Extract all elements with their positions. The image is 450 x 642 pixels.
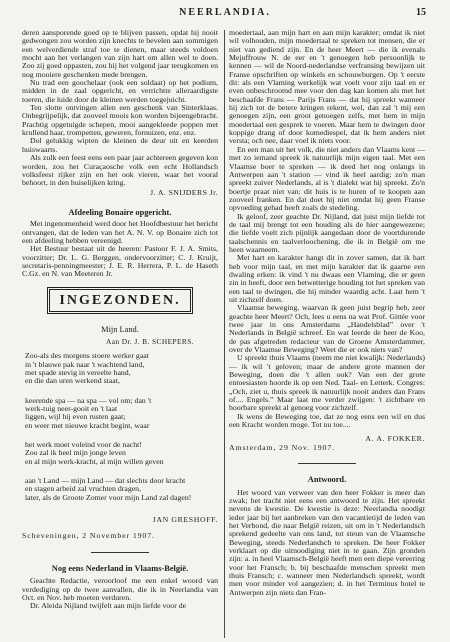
running-head: NEERLANDIA.	[179, 7, 271, 18]
poem-line: keerende spa — na spa — vol om; dan 't	[25, 395, 152, 405]
paragraph: Het Bestuur bestaat uit de heeren: Pastoor F. J. A. Smits, voorzitter; Dr. L. G. Berggen, ondervoorzitter; C. J. Kruijt, secretaris-penningmeester; J. E. R. Herrera, P. L. de Haseth C.Gz. en N. van Meeteren Jr.	[22, 244, 218, 279]
letter-heading: Nog eens Nederland in Vlaams-België.	[51, 563, 189, 573]
poem-line: Zoo-als des morgens stoere werker gaat	[25, 351, 149, 361]
paragraph: moedertaal, aan mijn hart en aan mijn karakter; omdat ik niet wil volhouden, mijn moedertaal te spreken tot mensen, die er niet van gediend zijn. En de heer Meert — die ik evenals Mejuffrouw N. de eer en 't genoegen heb persoonlijk te kennen — wil de Noord-nederlandse verfransing bewijzen uit Franse opschriften op winkels en schouwburgen. Op 't eerste dit: als een Vlaming werkelijk wat voelt voor zijn taal en er even onbeschroomd mee voor den dag kan komen als met het beschaafde Frans — Parijs Frans — dat hij spreekt wanneer hij zich tot de betere kringen rekent, wel, dan zal 't mij een genoegen zijn, een groot genoegen zelfs, met hem in mijn moedertaal een gesprek te voeren. Maar hem te dwingen door koppige drang of door komediespel, dat ik hem anders niet versta; och nee, daar voel ik niets voor.	[229, 29, 425, 146]
reply-heading: Antwoord.	[307, 475, 347, 485]
bonaire-notice	[22, 209, 218, 279]
poem-dedication: Aan Dr. J. B. SCHEPERS.	[105, 336, 194, 346]
poem-line: het werk moet voleind voor de nacht!	[25, 440, 142, 450]
poem-line: en stagen arbeid zal vruchten dragen,	[25, 484, 142, 494]
page-number: 15	[416, 7, 426, 18]
paragraph: Met ingenomenheid werd door het Hoofdbestuur het bericht ontvangen, dat de leden van het A. N. V. op Bonaire zich tot een afdeeling hebben vereenigd.	[22, 219, 218, 245]
paragraph: Dol gelukkig wipten de kleinen de deur uit en keerden huiswaarts.	[22, 136, 218, 154]
poem-line: liggen, wijl hij even rusten gaat;	[25, 412, 126, 422]
poem-author: JAN GRESHOFF.	[152, 515, 218, 525]
letter-continuation	[229, 29, 425, 452]
poem-place-date: Scheveningen, 2 November 1907.	[22, 531, 155, 541]
paragraph: U spreekt thuis Vlaams (neem me niet kwalijk: Nederlands) — ik wil 't geloven; maar de andere grote mannen der Beweging, doen die 't allen ook? Van een der grote entoesiasten hoorde ik op een Ned. Taal- en Letterk. Congres: „Och, ziet u, thuis spreek ik natuurlijk nooit anders dan Frans of.... Engels.” Maar laat me verder zwijgen: 't zichtbare en hoorbare spreekt al genoeg voor zichzelf.	[229, 353, 425, 413]
paragraph: Ik wens de Beweging toe, dat ze nog eens een wil en dus een Kracht worden moge. Tot nu toe....	[229, 411, 425, 430]
poem-line: in 't blauwe pak naar 't wachtend land,	[25, 359, 145, 369]
divider-rule	[298, 463, 356, 464]
feast-report-continuation	[22, 29, 218, 197]
author-signature: J. A. SNIJDERS Jr.	[150, 187, 218, 197]
paragraph: En een man uit het volk, die niet anders dan Vlaams kent — met zo iemand spreek ik natuurlijk mijn eigen taal. Met een Vlaamse boer te spreken — ik deed het nog onlangs in Antwerpen aan 't station — vind ik heel aardig; zo'n man spreekt zuiver Nederlands, al is 't dialekt wat hij spreekt. Zo'n boertje praat niet van: dit huis is te huren of te koopen aan zooveel franken. En dat doet hij niet omdat hij geen Franse opvoeding gehad heeft zoals de stedeling.	[229, 144, 425, 213]
editorial-reply	[229, 476, 425, 597]
divider-rule	[91, 552, 149, 553]
paragraph: deren aansporende goed op te blijven passen, opdat hij nooit gedwongen zou worden zijn knechts te bevelen aan sommigen een welverdiende straf toe te dienen, maar steeds voldoen mocht aan het verlangen van zijn hart om allen wel te doen. Zoo zij goed oppasten, zou hij het volgend jaar terugkomen en nog mooiere geschenken mede brengen.	[22, 29, 218, 79]
poem-line: werk-tuig neer-gooit en 't laat	[25, 404, 118, 414]
section-heading: Afdeeling Bonaire opgericht.	[68, 207, 172, 217]
right-column	[229, 29, 425, 639]
ingezonden-section-label: INGEZONDEN.	[47, 287, 193, 314]
paragraph: Met hart en karakter hangt dit in zover samen, dat ik hart heb voor mijn taal, en met mijn karakter dat ik gaarne een dwaling erken: ik vind 't nu dwaas een Vlaming, die er geen zin in heeft, door een betwetterige houding tot het spreken van een taal te dwingen, die hij minder waardig acht. Laat hem 't uit zichzelf doen.	[229, 253, 425, 304]
poem-stanza	[22, 477, 218, 502]
poem-line: en weer met nieuwe kracht begint, waar	[25, 420, 150, 430]
paragraph: Ten slotte ontvingen allen een geschenk van Sinterklaas. Onbegrijpelijk, dat zooveel moois kon worden bijeengebracht. Prachtig opgetuigde schepen, mooi aangekleede poppen met krullend haar, trompetten, geweren, fornuizen, enz. enz.	[22, 103, 218, 138]
poem-line: en die dan uren werkend staat,	[25, 376, 120, 386]
paragraph: Het woord van verweer van den heer Fokker is meer dan zwak; het tracht niet eens een antwoord te zijn. Het spreekt nevens de kwestie. De kwestie is deze: Neerlandia noodigt ieder jaar bij het aanbreken van den vacantietijd de leden van het Verbond, die naar België reizen, uit om in 't Nederlandsch sprekend gedeelte van ons land, tot steun van de Vlaamsche Beweging, steeds Nederlandsch te spreken. De heer Fokker verklaart op die uitnoodiging niet in te gaan. Zijn gronden zijn: a. in heel Vlaamsch-België heeft men een diepe vereering voor het Fransch; b. bij beschaafde menschen spreekt men thuis Fransch; c. wanneer men Nederlandsch spreekt, wordt men voor minder vol aangezien; d. in het Terminus hotel te Antwerpen zijn niets dan Fran-	[229, 487, 425, 597]
poem-title: Mijn Land.	[101, 324, 139, 334]
poem-stanza	[22, 352, 218, 385]
poem-line: en al mijn werk-kracht, al mijn willen geven	[25, 456, 164, 466]
poem-line: later, als de Groote Zomer voor mijn Land zal dagen!	[25, 492, 192, 502]
poem-line: met spade stevig in vereelte hand,	[25, 368, 131, 377]
letter-signature: A. A. FOKKER.	[365, 433, 425, 443]
paragraph: Als zulk een feest eens een paar jaar achtereen gegeven kon worden, zou het Curaçaosche volk een echt Hollandsch volksfeest rijker zijn en het ook vieren, waar het vooral behoort, in den huiselijken kring.	[22, 153, 218, 188]
poem	[22, 326, 218, 541]
letter-place-date: Amsterdam, 29 Nov. 1907.	[229, 442, 335, 452]
poem-line: Zoo zal ik heel mijn jonge leven	[25, 448, 126, 458]
column-divider	[224, 30, 225, 638]
letter-start	[22, 565, 218, 611]
poem-line: aan 't Land — mijn Land — dat slechts door kracht	[25, 476, 186, 486]
paragraph: Dr. Aleida Nijland twijfelt aan mijn liefde voor de	[30, 601, 187, 611]
paragraph: Nu trad een goochelaar (ook een soldaat) op het podium, midden in de zaal opgericht, en verrichtte alleraardigste toeren, die luide door de kleinen werden toegejuicht.	[22, 78, 218, 104]
paragraph: Vlaamse beweging, waarvan ik geen juist begrip heb, zeer geachte heer Meert? Och, lees u eens na wat Prof. Gittée voor twee jaar in ons Amsterdams „Handelsblad” over 't Nederlands in België schreef. En wat leerde de heer de Koo, de pas afgetreden redacteur van de Groene Amsterdammer, over de Vlaamse Beweging? Weet die er ook niets van?	[229, 303, 425, 355]
paragraph: Geachte Redactie, veroorloof me een enkel woord van verdediging op de twee aanvallen, die ik in Neerlandia van Oct. en Nov. heb moeten verduren.	[22, 576, 218, 602]
poem-stanza	[22, 441, 218, 466]
left-column	[22, 29, 218, 639]
poem-stanza	[22, 397, 218, 430]
paragraph: Ik geloof, zeer geachte Dr. Nijland, dat juist mijn liefde tot de taal mij brengt tot een houding als de hier aangewezene; die liefde voelt zich pijnlijk aangedaan door de voortdurende taalschennis en taalverloochening, die ik in België om me heen waarneem.	[229, 211, 425, 254]
